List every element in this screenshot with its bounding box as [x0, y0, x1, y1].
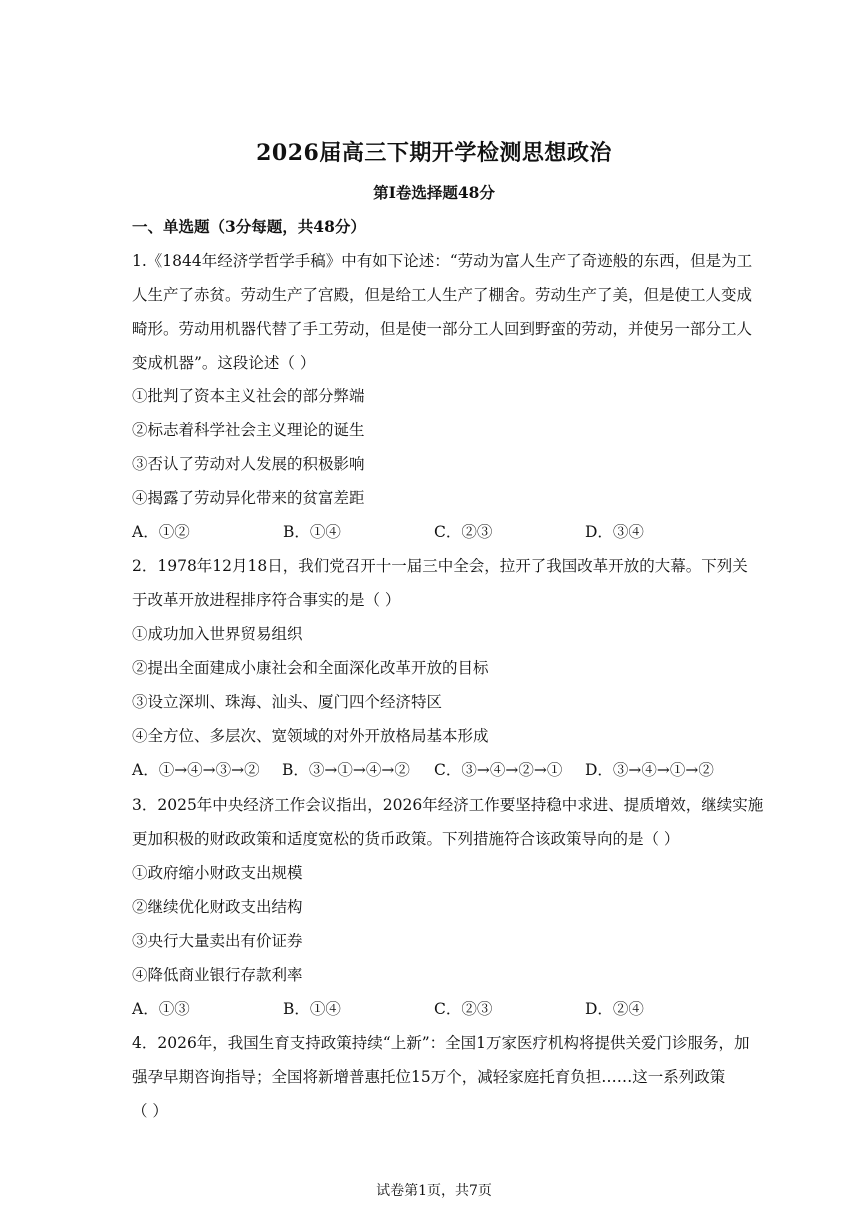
q1-option-d[interactable]: D．③④ — [585, 523, 644, 541]
q1-option-c[interactable]: C．②③ — [434, 523, 493, 541]
q2-option-c[interactable]: C．③→④→②→① — [434, 761, 563, 779]
q1-item-2: ②标志着科学社会主义理论的诞生 — [132, 421, 365, 439]
q2-stem-line-2: 于改革开放进程排序符合事实的是（ ） — [132, 591, 401, 609]
exam-title: 2026届高三下期开学检测思想政治 — [256, 140, 612, 166]
q3-stem-line-1: 3．2025年中央经济工作会议指出，2026年经济工作要坚持稳中求进、提质增效，继续实施 — [132, 796, 764, 814]
q1-stem-line-3: 畸形。劳动用机器代替了手工劳动，但是使一部分工人回到野蛮的劳动，并使另一部分工人 — [132, 320, 753, 338]
q1-item-4: ④揭露了劳动异化带来的贫富差距 — [132, 489, 365, 507]
q1-options — [132, 522, 752, 542]
exam-subtitle: 第I卷选择题48分 — [373, 183, 495, 202]
q2-item-4: ④全方位、多层次、宽领域的对外开放格局基本形成 — [132, 727, 489, 745]
q4-stem-line-3: （ ） — [132, 1102, 168, 1120]
q2-item-2: ②提出全面建成小康社会和全面深化改革开放的目标 — [132, 659, 489, 677]
q3-item-1: ①政府缩小财政支出规模 — [132, 864, 303, 882]
q3-stem-line-2: 更加积极的财政政策和适度宽松的货币政策。下列措施符合该政策导向的是（ ） — [132, 830, 680, 848]
page-footer: 试卷第1页，共7页 — [376, 1183, 492, 1199]
q2-item-3: ③设立深圳、珠海、汕头、厦门四个经济特区 — [132, 693, 443, 711]
q1-option-b[interactable]: B．①④ — [283, 523, 341, 541]
q2-option-d[interactable]: D．③→④→①→② — [585, 761, 714, 779]
q3-option-a[interactable]: A．①③ — [132, 1000, 190, 1018]
q3-option-d[interactable]: D．②④ — [585, 1000, 644, 1018]
q1-stem-line-1: 1.《1844年经济学哲学手稿》中有如下论述：“劳动为富人生产了奇迹般的东西，但是为工 — [132, 252, 753, 270]
q2-option-a[interactable]: A．①→④→③→② — [132, 761, 260, 779]
q1-item-3: ③否认了劳动对人发展的积极影响 — [132, 455, 365, 473]
q2-options — [132, 760, 752, 780]
q4-stem-line-1: 4．2026年，我国生育支持政策持续“上新”：全国1万家医疗机构将提供关爱门诊服务，加 — [132, 1034, 750, 1052]
q3-item-2: ②继续优化财政支出结构 — [132, 898, 303, 916]
q2-stem-line-1: 2．1978年12月18日，我们党召开十一届三中全会，拉开了我国改革开放的大幕。下列关 — [132, 557, 748, 575]
section-heading: 一、单选题（3分每题，共48分） — [132, 217, 366, 236]
q1-stem-line-2: 人生产了赤贫。劳动生产了宫殿，但是给工人生产了棚舍。劳动生产了美，但是使工人变成 — [132, 286, 753, 304]
q3-option-b[interactable]: B．①④ — [283, 1000, 341, 1018]
q1-item-1: ①批判了资本主义社会的部分弊端 — [132, 387, 365, 405]
q4-stem-line-2: 强孕早期咨询指导；全国将新增普惠托位15万个，减轻家庭托育负担……这一系列政策 — [132, 1068, 726, 1086]
q2-option-b[interactable]: B．③→①→④→② — [282, 761, 410, 779]
q1-stem-line-4: 变成机器”。这段论述（ ） — [132, 354, 316, 372]
q1-option-a[interactable]: A．①② — [132, 523, 190, 541]
q3-item-4: ④降低商业银行存款利率 — [132, 966, 303, 984]
q2-item-1: ①成功加入世界贸易组织 — [132, 625, 303, 643]
q3-options — [132, 999, 752, 1019]
q3-option-c[interactable]: C．②③ — [434, 1000, 493, 1018]
q3-item-3: ③央行大量卖出有价证券 — [132, 932, 303, 950]
